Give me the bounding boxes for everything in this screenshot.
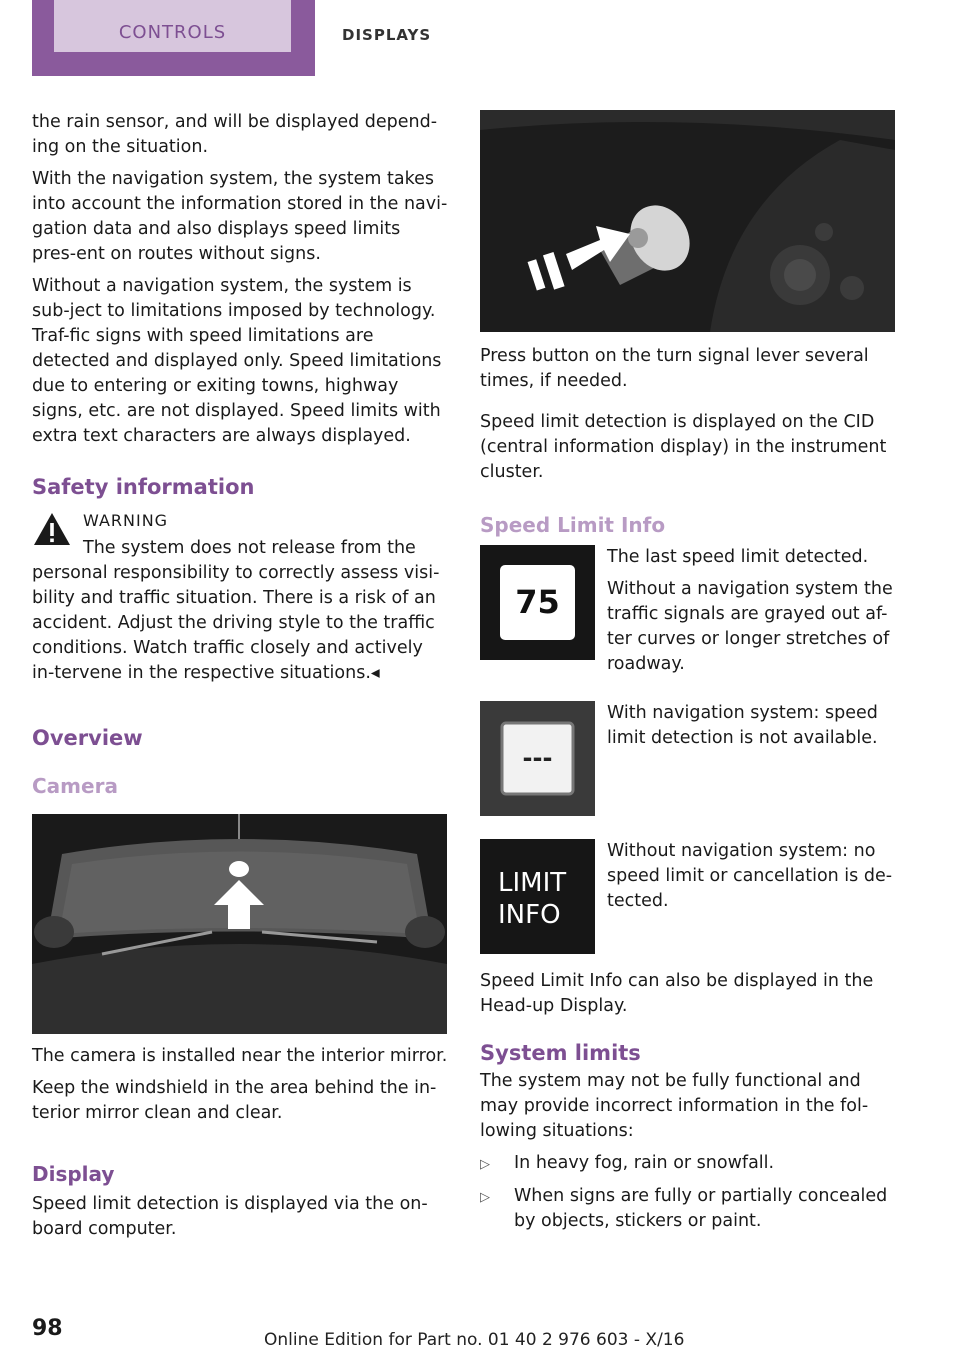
page-number: 98	[32, 1316, 63, 1341]
limit-info-row	[480, 839, 896, 967]
sign-description	[607, 545, 896, 677]
speed-limit-75-value: 75	[515, 583, 560, 621]
paragraph: Speed limit detection is displayed via the on-board computer.	[32, 1194, 428, 1239]
warning-block	[32, 511, 448, 686]
limit-info-sign-icon	[480, 839, 595, 954]
windshield-camera-illustration	[32, 814, 447, 1034]
bullet-triangle-icon: ▷	[480, 1157, 490, 1172]
subsection-heading-camera: Camera	[32, 774, 118, 798]
speed-limit-75-sign-icon	[480, 545, 595, 660]
list-item-text: In heavy fog, rain or snowfall.	[514, 1153, 775, 1173]
speed-limit-unavailable-value: ---	[522, 744, 553, 772]
warning-body: The system does not release from the personal responsibility to correctly assess visi-bility and traffic situation. There is a risk of an accident. Adjust the driving style to the traffic conditions. Watch traffic closely and actively in-tervene in the respective situations.	[32, 538, 440, 683]
paragraph: the rain sensor, and will be displayed depend-ing on the situation.	[32, 112, 438, 157]
sign-description	[607, 701, 896, 751]
list-item-text: When signs are fully or partially concealed by objects, stickers or paint.	[514, 1186, 888, 1231]
speed-limit-75-row	[480, 545, 896, 693]
section-tab-controls[interactable]	[32, 0, 315, 76]
list-item	[480, 1151, 896, 1177]
warning-title: WARNING	[83, 511, 169, 530]
paragraph: Without a navigation system the traffic signals are grayed out af-ter curves or longer stretches of roadway.	[607, 579, 893, 674]
speed-limit-unavailable-sign-icon	[480, 701, 595, 816]
limit-info-line2: INFO	[498, 900, 561, 930]
warning-triangle-icon	[32, 511, 72, 547]
section-heading-safety: Safety information	[32, 475, 255, 499]
section-heading-system-limits: System limits	[480, 1041, 641, 1065]
bullet-triangle-icon: ▷	[480, 1190, 490, 1205]
paragraph: Speed Limit Info can also be displayed in the Head-up Display.	[480, 971, 874, 1016]
paragraph: With navigation system: speed limit detection is not available.	[607, 703, 878, 748]
list-item	[480, 1184, 896, 1234]
limit-info-line1: LIMIT	[498, 868, 567, 898]
speed-limit-unavailable-row	[480, 701, 896, 837]
end-mark: ◂	[370, 663, 380, 683]
sign-description	[607, 839, 896, 914]
section-tab-displays[interactable]: DISPLAYS	[342, 26, 432, 44]
paragraph: Keep the windshield in the area behind the in-terior mirror clean and clear.	[32, 1078, 437, 1123]
paragraph: The system may not be fully functional and may provide incorrect information in the fol-lowing situations:	[480, 1071, 869, 1141]
paragraph: Without a navigation system, the system is sub-ject to limitations imposed by technology. Traf-fic signs with speed limitations are detected and displayed only. Speed limitations due to entering or exiting towns, highway signs, etc. are not displayed. Speed limits with extra text characters are always displayed.	[32, 276, 442, 446]
turn-signal-lever-illustration	[480, 110, 895, 332]
paragraph: The last speed limit detected.	[607, 547, 869, 567]
subsection-heading-display: Display	[32, 1162, 115, 1186]
subsection-heading-speed-limit-info: Speed Limit Info	[480, 513, 666, 537]
paragraph: Speed limit detection is displayed on the CID (central information display) in the instrument cluster.	[480, 412, 887, 482]
section-heading-overview: Overview	[32, 726, 143, 750]
right-column	[480, 110, 896, 1241]
section-tab-label: CONTROLS	[54, 0, 291, 52]
paragraph: Press button on the turn signal lever several times, if needed.	[480, 346, 869, 391]
paragraph: The camera is installed near the interior mirror.	[32, 1046, 448, 1066]
paragraph: Without navigation system: no speed limit or cancellation is de-tected.	[607, 841, 893, 911]
page-header	[0, 0, 960, 80]
paragraph: With the navigation system, the system takes into account the information stored in the navi-gation data and also displays speed limits pres-ent on routes without signs.	[32, 169, 448, 264]
left-column	[32, 110, 448, 1249]
warning-text	[32, 536, 448, 686]
edition-note: Online Edition for Part no. 01 40 2 976 603 - X/16	[264, 1330, 685, 1350]
